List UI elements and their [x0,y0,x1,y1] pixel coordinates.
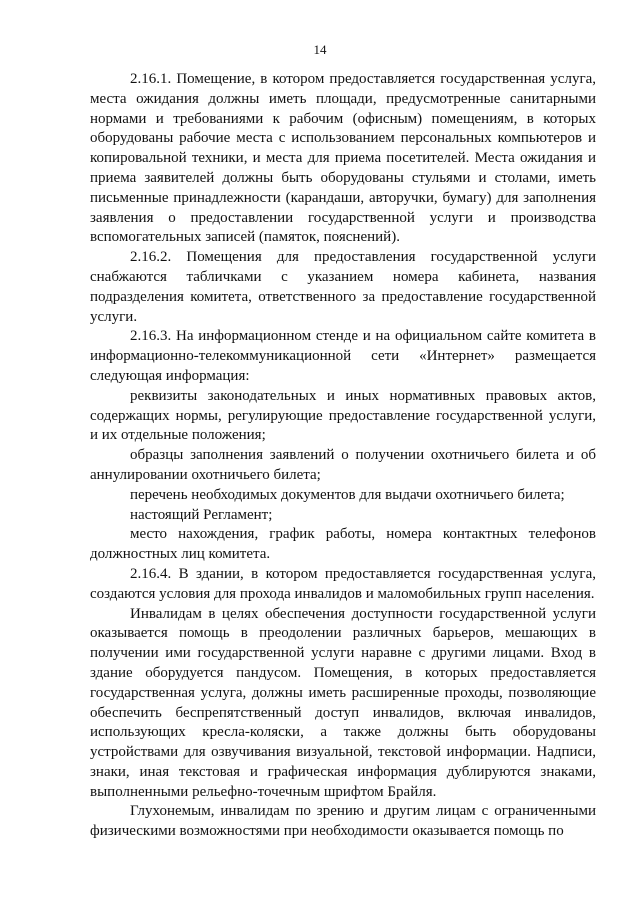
paragraph-assistance: Глухонемым, инвалидам по зрению и другим лицам с ограниченными физическими возможностями при необходимости оказывается помощь по [90,803,596,840]
paragraph-accessibility: Инвалидам в целях обеспечения доступности государственной услуги оказывается помощь в преодолении различных барьеров, мешающих в получении ими государственной услуги наравне с другими лицами. Вход в здание оборудуется пандусом. Помещения, в которых предоставляется государственная услуга, должны иметь расширенные проходы, позволяющие обеспечить беспрепятственный доступ инвалидов, включая инвалидов, использующих кресла-коляски, а также должны быть оборудованы устройствами для озвучивания визуальной, текстовой информации. Надписи, знаки, иная текстовая и графическая информация дублируются знаками, выполненными рельефно-точечным шрифтом Брайля. [90,605,596,800]
paragraph-2-16-4: 2.16.4. В здании, в котором предоставляется государственная услуга, создаются условия для прохода инвалидов и маломобильных групп населения. [90,565,596,602]
paragraph-2-16-3: 2.16.3. На информационном стенде и на официальном сайте комитета в информационно-телекоммуникационной сети «Интернет» размещается следующая информация: [90,328,596,384]
list-item-sample-forms: образцы заполнения заявлений о получении охотничьего билета и об аннулировании охотничьего билета; [90,447,596,483]
page-number: 14 [313,42,327,57]
list-item-regulation: настоящий Регламент; [130,506,273,523]
list-item-legal-acts: реквизиты законодательных и иных нормативных правовых актов, содержащих нормы, регулирующие предоставление государственной услуги, и их отдельные положения; [90,387,596,444]
list-item-documents-list: перечень необходимых документов для выдачи охотничьего билета; [130,486,565,503]
paragraph-2-16-1: 2.16.1. Помещение, в котором предоставляется государственная услуга, места ожидания должны иметь площади, предусмотренные санитарными нормами и требованиями к рабочим (офисным) помещениям, в которых оборудованы рабочие места с использованием персональных компьютеров и копировальной техники, и места для приема посетителей. Места ожидания и приема заявителей должны быть оборудованы стульями и столами, иметь письменные принадлежности (карандаши, авторучки, бумагу) для заполнения заявления о предоставлении государственной услуги и производства вспомогательных записей (памяток, пояснений). [90,71,596,246]
list-item-location-contacts: место нахождения, график работы, номера контактных телефонов должностных лиц комитета. [90,526,596,563]
document-body [90,70,596,842]
paragraph-2-16-2: 2.16.2. Помещения для предоставления государственной услуги снабжаются табличками с указанием номера кабинета, названия подразделения комитета, ответственного за предоставление государственной услуги. [90,249,596,325]
